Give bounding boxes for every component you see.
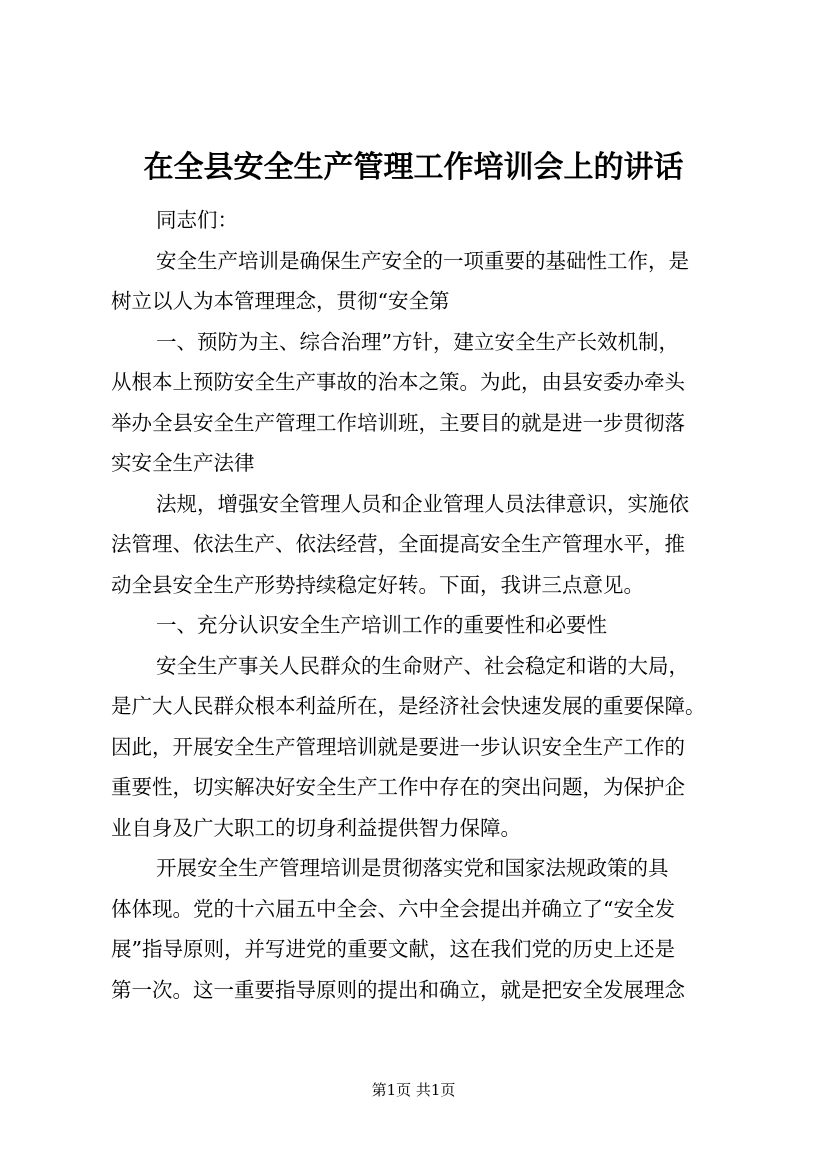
paragraph-line: 因此，开展安全生产管理培训就是要进一步认识安全生产工作的 xyxy=(111,734,685,759)
paragraph-line: 法规，增强安全管理人员和企业管理人员法律意识，实施依 xyxy=(156,491,689,516)
paragraph-line: 重要性，切实解决好安全生产工作中存在的突出问题，为保护企 xyxy=(111,775,685,799)
paragraph-line: 第一次。这一重要指导原则的提出和确立，就是把安全发展理念 xyxy=(111,977,685,1002)
section-heading: 一、充分认识安全生产培训工作的重要性和必要性 xyxy=(156,613,607,637)
paragraph-line: 开展安全生产管理培训是贯彻落实党和国家法规政策的具 xyxy=(156,856,669,880)
paragraph-line: 从根本上预防安全生产事故的治本之策。为此，由县安委办牵头 xyxy=(111,370,685,394)
paragraph-line: 是广大人民群众根本利益所在，是经济社会快速发展的重要保障。 xyxy=(111,694,706,718)
paragraph-line: 展”指导原则，并写进党的重要文献，这在我们党的历史上还是 xyxy=(111,937,675,961)
paragraph-line: 树立以人为本管理理念，贯彻“安全第 xyxy=(111,289,450,313)
paragraph-line: 法管理、依法生产、依法经营，全面提高安全生产管理水平，推 xyxy=(111,532,685,556)
paragraph-line: 实安全生产法律 xyxy=(111,451,255,475)
document-title: 在全县安全生产管理工作培训会上的讲话 xyxy=(143,150,684,185)
paragraph-line: 体体现。党的十六届五中全会、六中全会提出并确立了“安全发 xyxy=(111,896,675,921)
paragraph-line: 举办全县安全生产管理工作培训班，主要目的就是进一步贯彻落 xyxy=(111,410,685,435)
paragraph-line: 一、预防为主、综合治理”方针，建立安全生产长效机制， xyxy=(156,329,679,354)
paragraph-line: 安全生产培训是确保生产安全的一项重要的基础性工作，是 xyxy=(156,248,689,273)
paragraph-line: 动全县安全生产形势持续稳定好转。下面，我讲三点意见。 xyxy=(111,572,644,597)
page-number-footer: 第1页 共1页 xyxy=(371,1081,456,1099)
salutation-line: 同志们： xyxy=(156,208,238,232)
document-body xyxy=(111,200,727,1010)
paragraph-line: 业自身及广大职工的切身利益提供智力保障。 xyxy=(111,815,521,840)
paragraph-line: 安全生产事关人民群众的生命财产、社会稳定和谐的大局， xyxy=(156,653,689,678)
